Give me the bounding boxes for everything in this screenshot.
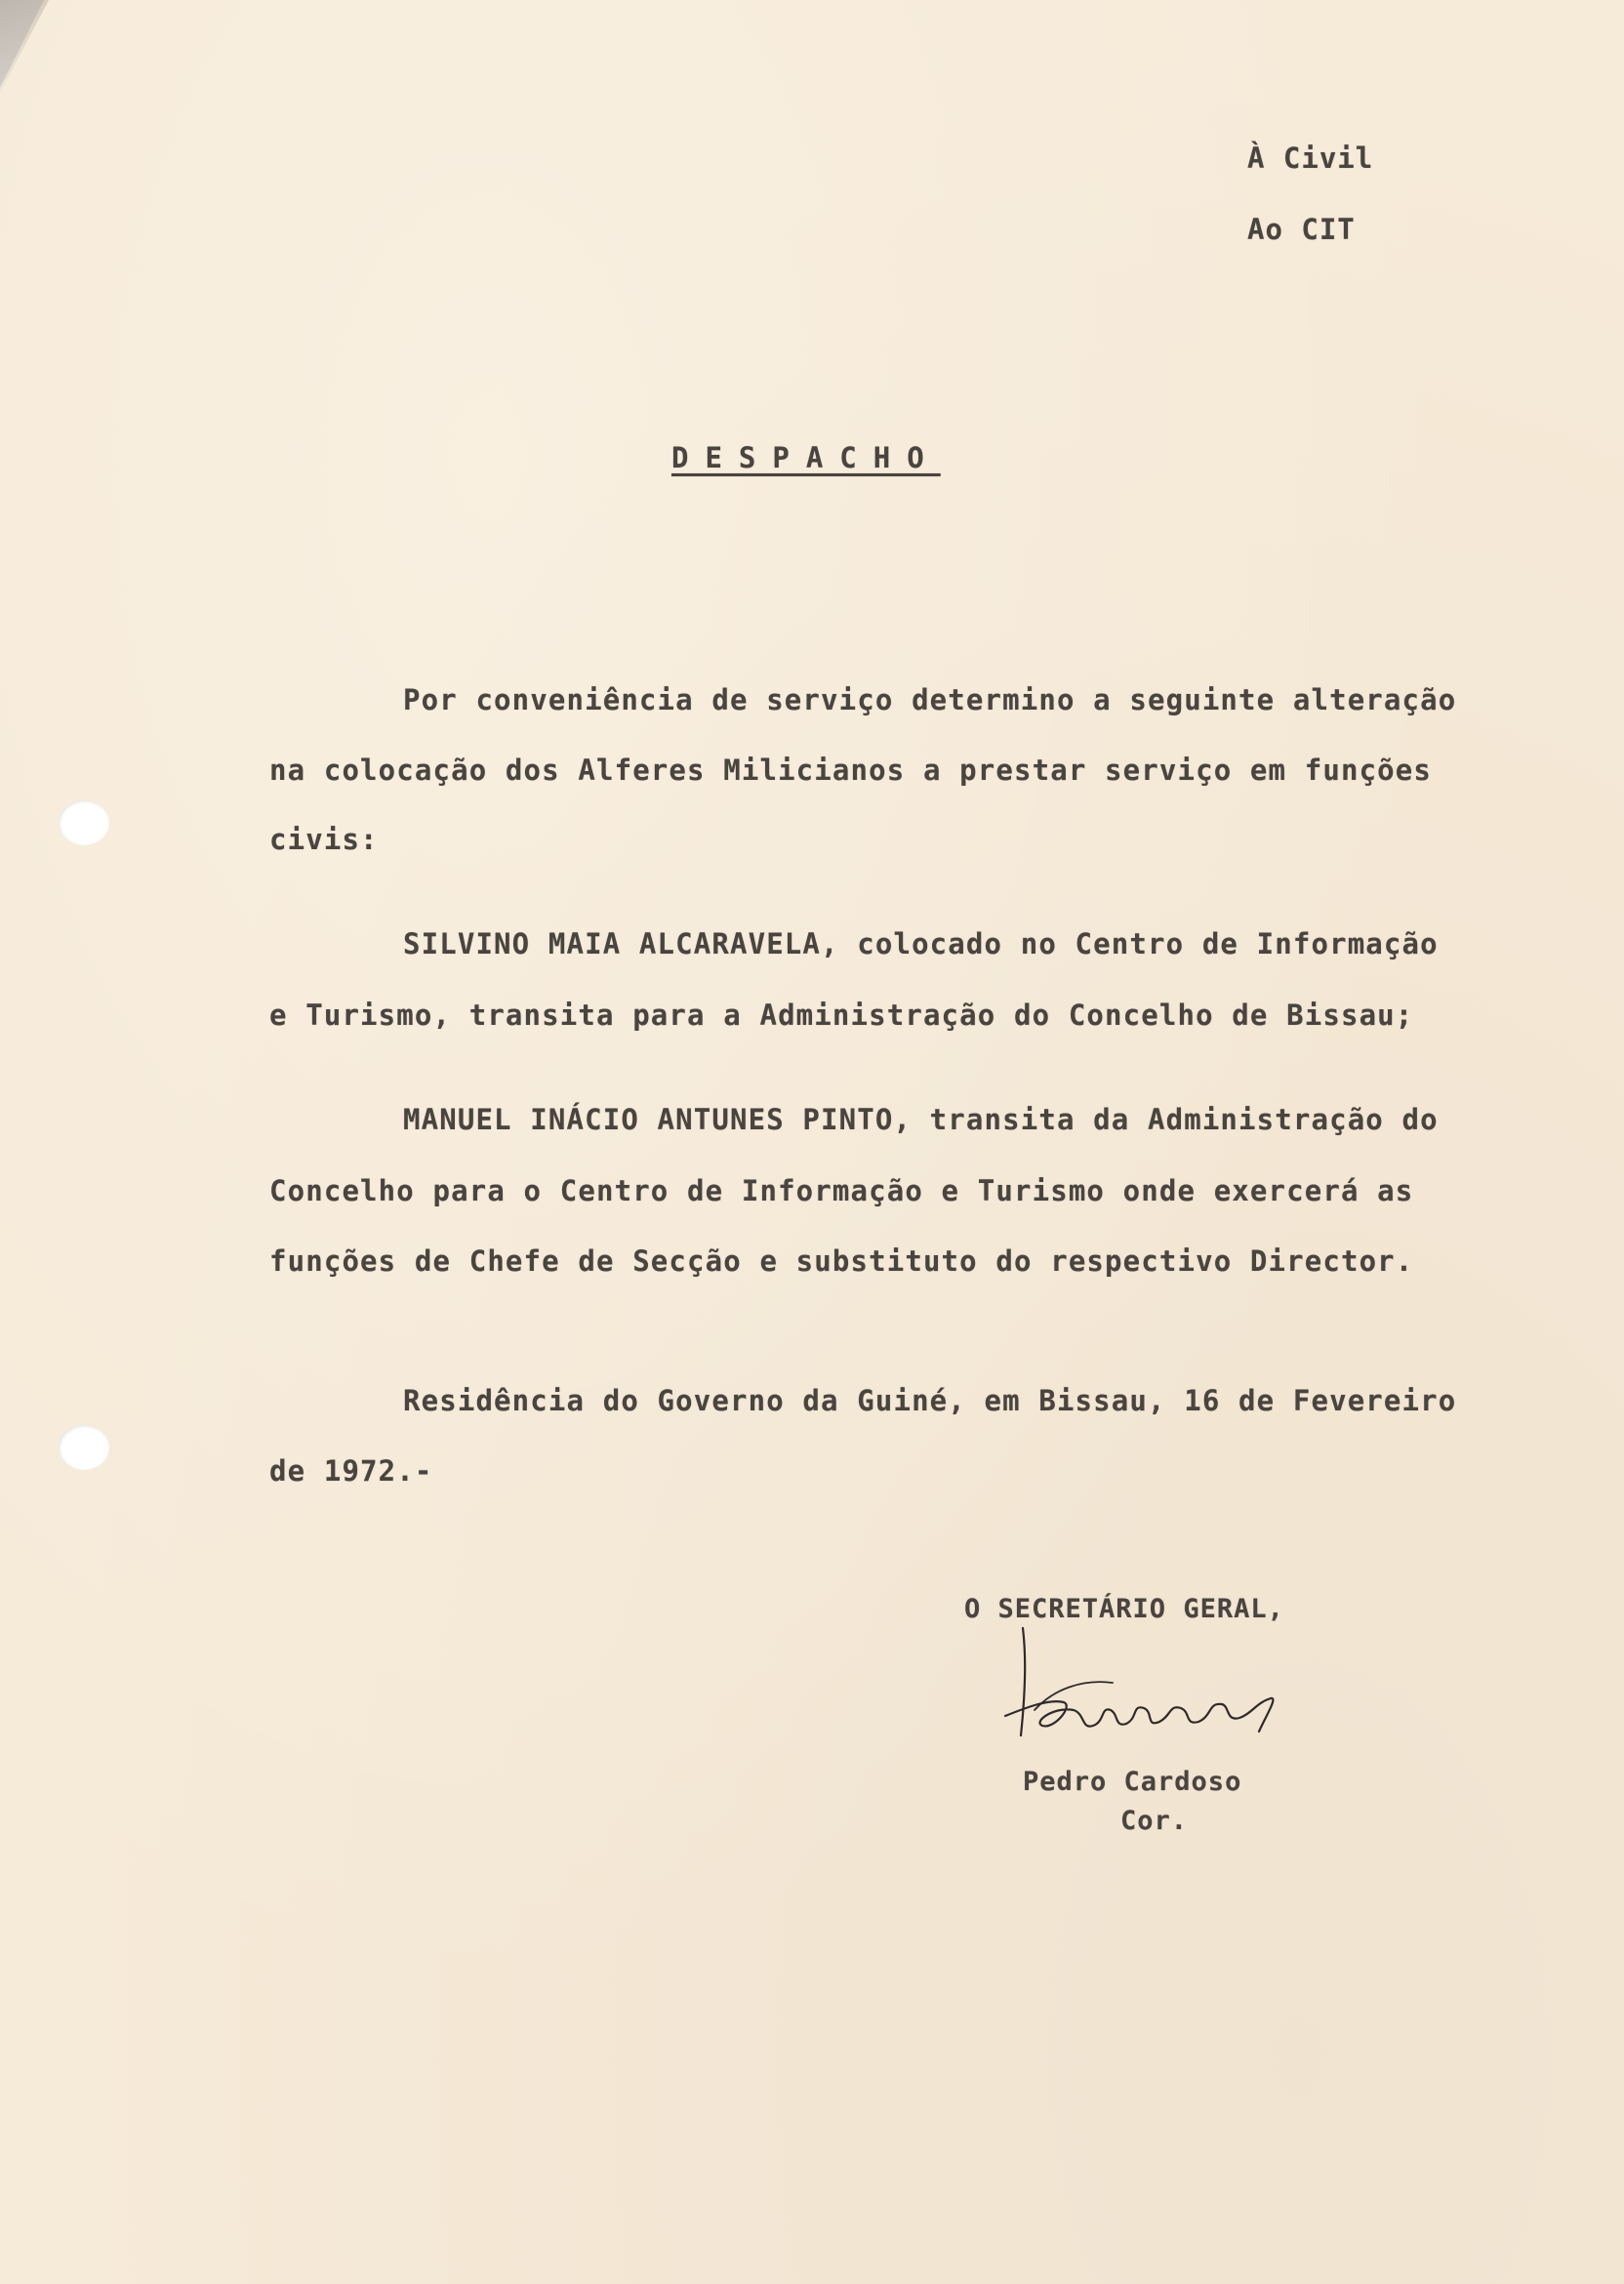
body-line: e Turismo, transita para a Administração do Concelho de Bissau; <box>269 999 1414 1032</box>
signatory-rank: Cor. <box>1120 1806 1189 1836</box>
routing-line-civil: À Civil <box>1247 142 1374 175</box>
body-line: na colocação dos Alferes Milicianos a prestar serviço em funções <box>269 754 1433 787</box>
date-line: de 1972.- <box>269 1454 433 1488</box>
punch-hole <box>59 800 109 845</box>
signatory-name: Pedro Cardoso <box>1023 1767 1242 1797</box>
handwritten-signature <box>995 1620 1308 1747</box>
body-line: SILVINO MAIA ALCARAVELA, colocado no Centro de Informação <box>403 927 1439 960</box>
body-line: Por conveniência de serviço determino a seguinte alteração <box>403 683 1457 716</box>
document-heading: DESPACHO <box>671 441 941 474</box>
body-line: MANUEL INÁCIO ANTUNES PINTO, transita da Administração do <box>403 1103 1439 1136</box>
body-line: funções de Chefe de Secção e substituto do respectivo Director. <box>269 1244 1414 1278</box>
routing-line-cit: Ao CIT <box>1247 213 1356 246</box>
body-line: civis: <box>269 823 379 856</box>
body-line: Concelho para o Centro de Informação e Turismo onde exercerá as <box>269 1174 1414 1207</box>
punch-hole <box>59 1425 109 1470</box>
date-line: Residência do Governo da Guiné, em Bissau, 16 de Fevereiro <box>403 1384 1457 1417</box>
signatory-title: O SECRETÁRIO GERAL, <box>964 1594 1284 1624</box>
